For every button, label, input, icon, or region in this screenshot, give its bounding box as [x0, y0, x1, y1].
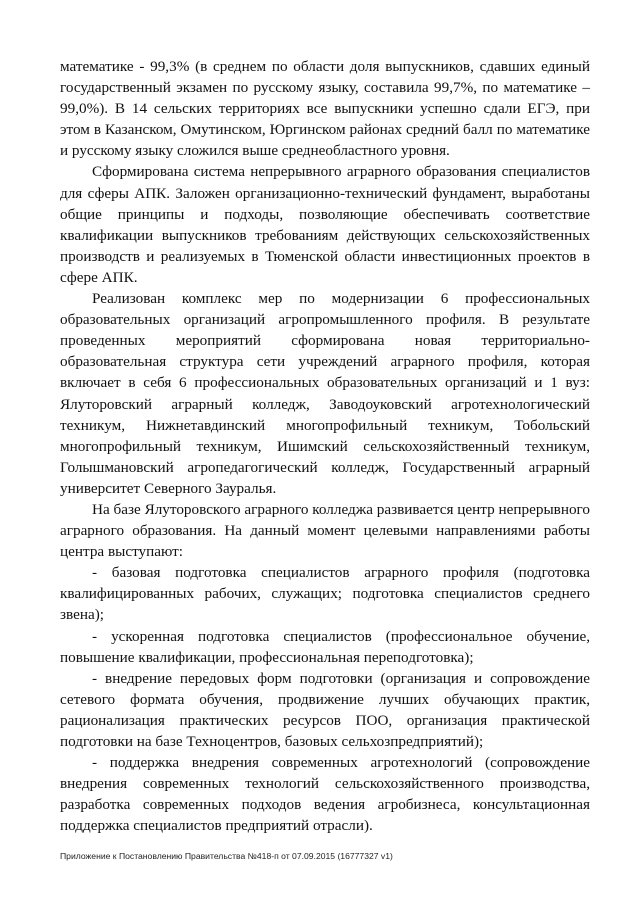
list-item-basic-training: - базовая подготовка специалистов аграрного профиля (подготовка квалифицированных рабочих, служащих; подготовка специалистов среднего звена);: [60, 564, 590, 624]
paragraph-yalutorovsk-center: На базе Ялуторовского аграрного колледжа развивается центр непрерывного аграрного образования. На данный момент целевыми направлениями работы центра выступают:: [60, 500, 590, 561]
list-item-agrotech-support: - поддержка внедрения современных агротехнологий (сопровождение внедрения современных технологий сельскохозяйственного производства, разработка современных подходов ведения агробизнеса, консультационная поддержка специалистов предприятий отрасли).: [60, 754, 590, 835]
list-item-advanced-forms: - внедрение передовых форм подготовки (организация и сопровождение сетевого формата обучения, продвижение лучших обучающих практик, рационализация практических ресурсов ПОО, организация практической подготовки на базе Техноцентров, базовых сельхозпредприятий);: [60, 669, 590, 750]
paragraph-continuation: математике - 99,3% (в среднем по области доля выпускников, сдавших единый государственный экзамен по русскому языку, составила 99,7%, по математике – 99,0%). В 14 сельских территориях все выпускники успешно сдали ЕГЭ, при этом в Казанском, Омутинском, Юргинском районах средний балл по математике и русскому языку сложился выше среднеобластного уровня.: [60, 58, 590, 160]
list-item-accelerated-training: - ускоренная подготовка специалистов (профессиональное обучение, повышение квалификации, профессиональная переподготовка);: [60, 627, 590, 666]
document-body: [60, 56, 590, 836]
paragraph-modernization: Реализован комплекс мер по модернизации 6 профессиональных образовательных организаций агропромышленного профиля. В результате проведенных мероприятий сформирована новая территориально-образовательная структура сети учреждений аграрного профиля, которая включает в себя 6 профессиональных образовательных организаций и 1 вуз: Ялуторовский аграрный колледж, Заводоуковский агротехнологический техникум, Нижнетавдинский многопрофильный техникум, Тобольский многопрофильный техникум, Ишимский сельскохозяйственный техникум, Голышмановский агропедагогический колледж, Государственный аграрный университет Северного Зауралья.: [60, 290, 590, 497]
page-footer: Приложение к Постановлению Правительства №418-п от 07.09.2015 (16777327 v1): [60, 851, 393, 861]
paragraph-agro-education-system: Сформирована система непрерывного аграрного образования специалистов для сферы АПК. Заложен организационно-технический фундамент, выработаны общие принципы и подходы, позволяющие обеспечивать соответствие квалификации выпускников требованиям действующих сельскохозяйственных производств и реализуемых в Тюменской области инвестиционных проектов в сфере АПК.: [60, 163, 590, 286]
